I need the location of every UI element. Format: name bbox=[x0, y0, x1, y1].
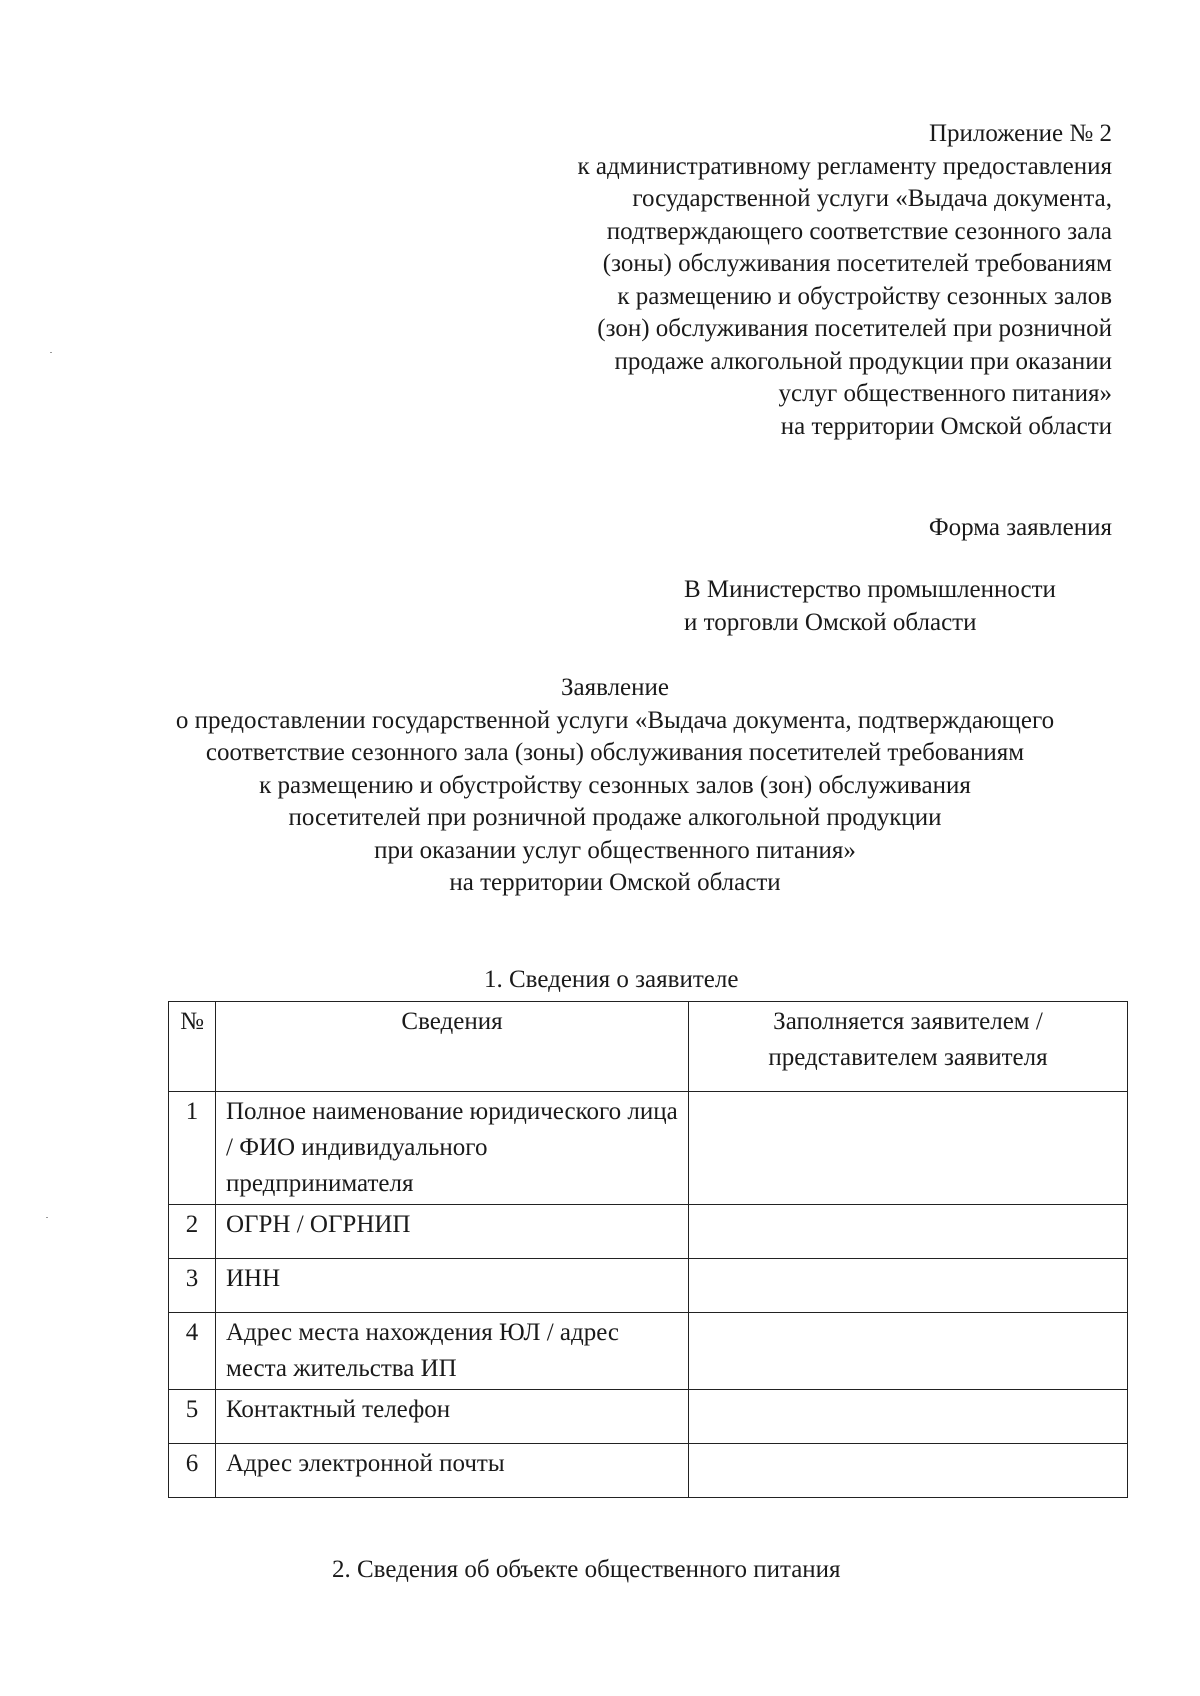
appendix-header bbox=[392, 118, 1112, 443]
row-field: Контактный телефон bbox=[216, 1390, 689, 1444]
appendix-line: на территории Омской области bbox=[780, 412, 1112, 440]
header-field: Сведения bbox=[216, 1002, 689, 1092]
statement-title bbox=[100, 672, 1130, 900]
statement-line: соответствие сезонного зала (зоны) обслуживания посетителей требованиям bbox=[205, 739, 1025, 766]
row-field: ОГРН / ОГРНИП bbox=[216, 1205, 689, 1259]
statement-line: посетителей при розничной продаже алкогольной продукции bbox=[288, 804, 942, 831]
row-value-cell[interactable] bbox=[689, 1444, 1128, 1498]
statement-line: о предоставлении государственной услуги «Выдача документа, подтверждающего bbox=[175, 706, 1055, 734]
table-row bbox=[169, 1259, 1128, 1313]
appendix-line: государственной услуги «Выдача документа, bbox=[632, 185, 1112, 212]
table-row bbox=[169, 1390, 1128, 1444]
appendix-line: к административному регламенту предоставления bbox=[577, 152, 1112, 180]
appendix-line: подтверждающего соответствие сезонного зала bbox=[606, 217, 1112, 245]
appendix-line: Приложение № 2 bbox=[928, 120, 1112, 147]
addressee-line: и торговли Омской области bbox=[684, 608, 977, 636]
appendix-line: продаже алкогольной продукции при оказании bbox=[614, 347, 1112, 375]
table-row bbox=[169, 1205, 1128, 1259]
table-row bbox=[169, 1444, 1128, 1498]
table-row bbox=[169, 1313, 1128, 1390]
row-num: 6 bbox=[169, 1444, 216, 1498]
addressee-line: В Министерство промышленности bbox=[684, 576, 1056, 603]
row-value-cell[interactable] bbox=[689, 1259, 1128, 1313]
row-field: Адрес места нахождения ЮЛ / адрес места жительства ИП bbox=[216, 1313, 689, 1390]
scan-speck bbox=[50, 352, 52, 353]
row-field: Полное наименование юридического лица / ФИО индивидуального предпринимателя bbox=[216, 1092, 689, 1205]
statement-line: Заявление bbox=[560, 674, 670, 701]
section-1-title: 1. Сведения о заявителе bbox=[484, 966, 739, 993]
scan-speck bbox=[46, 1217, 48, 1218]
table-header-row bbox=[169, 1002, 1128, 1092]
row-field: Адрес электронной почты bbox=[216, 1444, 689, 1498]
row-num: 4 bbox=[169, 1313, 216, 1390]
form-label: Форма заявления bbox=[928, 514, 1112, 541]
row-field: ИНН bbox=[216, 1259, 689, 1313]
header-num: № bbox=[169, 1002, 216, 1092]
appendix-line: услуг общественного питания» bbox=[778, 380, 1112, 407]
row-num: 3 bbox=[169, 1259, 216, 1313]
row-value-cell[interactable] bbox=[689, 1390, 1128, 1444]
header-value: Заполняется заявителем / представителем заявителя bbox=[689, 1002, 1128, 1092]
appendix-line: (зон) обслуживания посетителей при розничной bbox=[597, 315, 1112, 342]
addressee bbox=[684, 574, 1056, 639]
section-2-title: 2. Сведения об объекте общественного питания bbox=[332, 1556, 841, 1583]
appendix-line: к размещению и обустройству сезонных залов bbox=[617, 282, 1112, 310]
statement-line: на территории Омской области bbox=[449, 869, 781, 896]
table-row bbox=[169, 1092, 1128, 1205]
appendix-line: (зоны) обслуживания посетителей требованиям bbox=[602, 250, 1112, 277]
row-value-cell[interactable] bbox=[689, 1205, 1128, 1259]
row-num: 1 bbox=[169, 1092, 216, 1205]
applicant-info-table bbox=[168, 1001, 1128, 1498]
statement-line: при оказании услуг общественного питания» bbox=[374, 836, 856, 864]
row-num: 5 bbox=[169, 1390, 216, 1444]
row-value-cell[interactable] bbox=[689, 1092, 1128, 1205]
statement-line: к размещению и обустройству сезонных залов (зон) обслуживания bbox=[259, 771, 971, 799]
row-value-cell[interactable] bbox=[689, 1313, 1128, 1390]
row-num: 2 bbox=[169, 1205, 216, 1259]
